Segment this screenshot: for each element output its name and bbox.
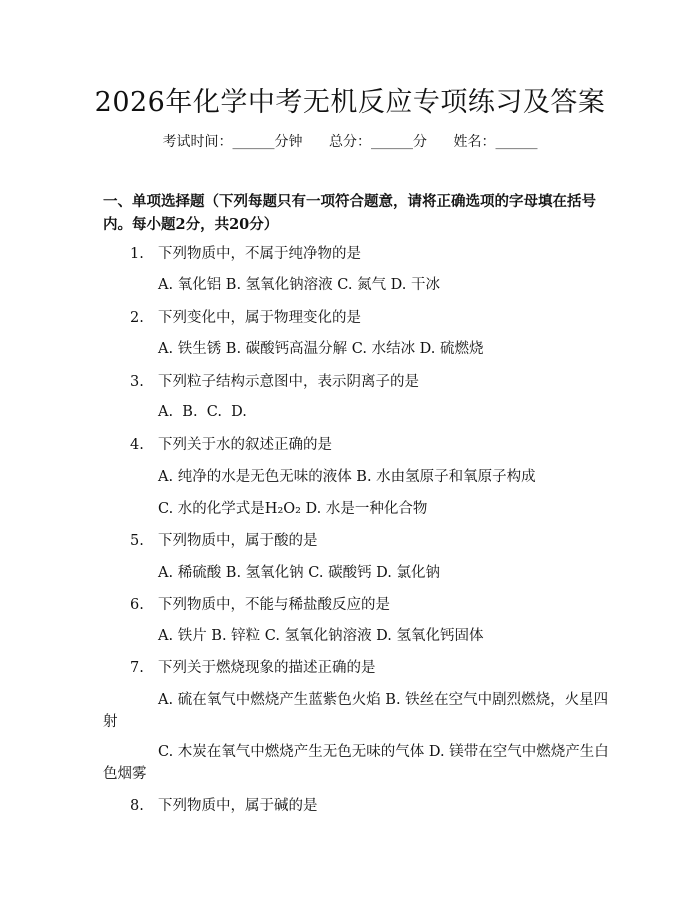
question-4-options-line2: C. 水的化学式是H₂O₂ D. 水是一种化合物 xyxy=(158,501,428,517)
question-number: 5. xyxy=(130,533,144,549)
question-number: 6. xyxy=(130,597,144,613)
question-7-options-wrap2: 色烟雾 xyxy=(103,766,147,782)
section-heading: 一、单项选择题（下列每题只有一项符合题意，请将正确选项的字母填在括号内。每小题2分，共20分） xyxy=(103,193,596,233)
question-6-text: 下列物质中，不能与稀盐酸反应的是 xyxy=(158,597,390,613)
question-number: 2. xyxy=(130,310,144,326)
student-name: 姓名：______ xyxy=(453,134,538,150)
question-5-text: 下列物质中，属于酸的是 xyxy=(158,533,318,549)
exam-score: 总分：______分 xyxy=(329,134,427,150)
document-title: 2026年化学中考无机反应专项练习及答案 xyxy=(94,87,606,118)
question-number: 1. xyxy=(130,246,144,262)
question-number: 8. xyxy=(130,798,144,814)
question-number: 3. xyxy=(130,374,144,390)
question-7-options-line1: A. 硫在氧气中燃烧产生蓝紫色火焰 B. 铁丝在空气中剧烈燃烧，火星四 xyxy=(158,692,609,708)
question-3-options: A. B. C. D. xyxy=(158,404,247,420)
question-6-options: A. 铁片 B. 锌粒 C. 氢氧化钠溶液 D. 氢氧化钙固体 xyxy=(158,628,484,644)
question-5-options: A. 稀硫酸 B. 氢氧化钠 C. 碳酸钙 D. 氯化钠 xyxy=(158,565,441,581)
question-1-options: A. 氧化铝 B. 氢氧化钠溶液 C. 氮气 D. 干冰 xyxy=(158,277,441,293)
question-number: 7. xyxy=(130,660,144,676)
question-7-options-wrap1: 射 xyxy=(103,714,118,730)
exam-time: 考试时间：______分钟 xyxy=(162,134,303,150)
question-2-text: 下列变化中，属于物理变化的是 xyxy=(158,310,361,326)
question-number: 4. xyxy=(130,437,144,453)
question-3-text: 下列粒子结构示意图中，表示阴离子的是 xyxy=(158,374,419,390)
question-2-options: A. 铁生锈 B. 碳酸钙高温分解 C. 水结冰 D. 硫燃烧 xyxy=(158,341,484,357)
question-7-options-line2: C. 木炭在氧气中燃烧产生无色无味的气体 D. 镁带在空气中燃烧产生白 xyxy=(158,744,609,760)
question-8-text: 下列物质中，属于碱的是 xyxy=(158,798,318,814)
question-1-text: 下列物质中，不属于纯净物的是 xyxy=(158,246,361,262)
exam-meta xyxy=(0,131,700,151)
question-4-text: 下列关于水的叙述正确的是 xyxy=(158,437,332,453)
question-7-text: 下列关于燃烧现象的描述正确的是 xyxy=(158,660,376,676)
question-4-options-line1: A. 纯净的水是无色无味的液体 B. 水由氢原子和氧原子构成 xyxy=(158,469,536,485)
